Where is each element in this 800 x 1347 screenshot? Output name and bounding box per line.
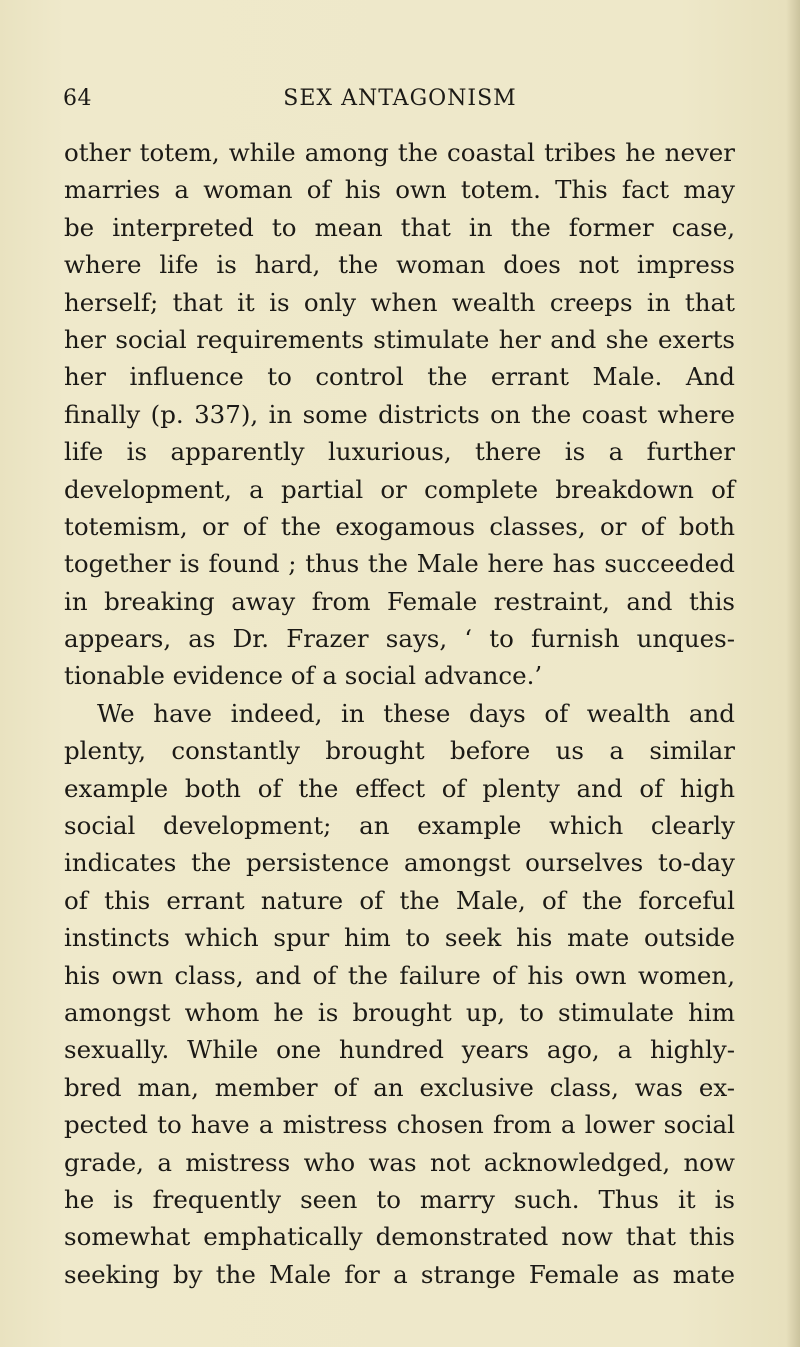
text-line: sexually. While one hundred years ago, a highly- bbox=[64, 1035, 735, 1065]
text-line: seeking by the Male for a strange Female as mate bbox=[64, 1259, 735, 1289]
text-line: totemism, or of the exogamous classes, or of both bbox=[64, 511, 735, 541]
text-line: example both of the effect of plenty and of high bbox=[64, 773, 735, 803]
text-line: appears, as Dr. Frazer says, ‘ to furnish unques- bbox=[64, 624, 735, 654]
page-number: 64 bbox=[63, 86, 92, 111]
text-line: his own class, and of the failure of his own women, bbox=[64, 960, 735, 990]
body-text bbox=[64, 134, 735, 1293]
paragraph-start-line: We have indeed, in these days of wealth and bbox=[97, 698, 735, 728]
text-line: where life is hard, the woman does not impress bbox=[64, 250, 735, 280]
text-line: social development; an example which clearly bbox=[64, 811, 735, 841]
text-line: be interpreted to mean that in the former case, bbox=[64, 212, 735, 242]
text-line: of this errant nature of the Male, of the forceful bbox=[64, 885, 735, 915]
text-line: plenty, constantly brought before us a similar bbox=[64, 736, 735, 766]
text-line: development, a partial or complete breakdown of bbox=[64, 474, 735, 504]
text-line: life is apparently luxurious, there is a further bbox=[64, 437, 735, 467]
text-line: her social requirements stimulate her and she exerts bbox=[64, 324, 735, 354]
text-line: amongst whom he is brought up, to stimulate him bbox=[64, 997, 735, 1027]
text-line: herself; that it is only when wealth creeps in that bbox=[64, 287, 735, 317]
running-head bbox=[0, 86, 800, 120]
text-line: together is found ; thus the Male here has succeeded bbox=[64, 549, 735, 579]
text-line: indicates the persistence amongst ourselves to-day bbox=[64, 848, 735, 878]
text-line: bred man, member of an exclusive class, was ex- bbox=[64, 1072, 735, 1102]
text-line: other totem, while among the coastal tribes he never bbox=[64, 138, 735, 167]
paragraph-end-line: tionable evidence of a social advance.’ bbox=[64, 661, 543, 691]
text-line: he is frequently seen to marry such. Thus it is bbox=[64, 1184, 735, 1214]
page-edge-shadow bbox=[786, 0, 800, 1347]
running-title: SEX ANTAGONISM bbox=[283, 86, 517, 111]
text-line: in breaking away from Female restraint, and this bbox=[64, 586, 735, 616]
text-line: pected to have a mistress chosen from a lower social bbox=[64, 1110, 735, 1140]
text-line: finally (p. 337), in some districts on the coast where bbox=[64, 399, 735, 429]
text-line: grade, a mistress who was not acknowledged, now bbox=[64, 1147, 735, 1177]
text-line: her influence to control the errant Male. And bbox=[64, 362, 735, 392]
text-line: marries a woman of his own totem. This fact may bbox=[64, 175, 735, 205]
text-line: somewhat emphatically demonstrated now that this bbox=[64, 1222, 735, 1252]
text-line: instincts which spur him to seek his mate outside bbox=[64, 923, 735, 953]
